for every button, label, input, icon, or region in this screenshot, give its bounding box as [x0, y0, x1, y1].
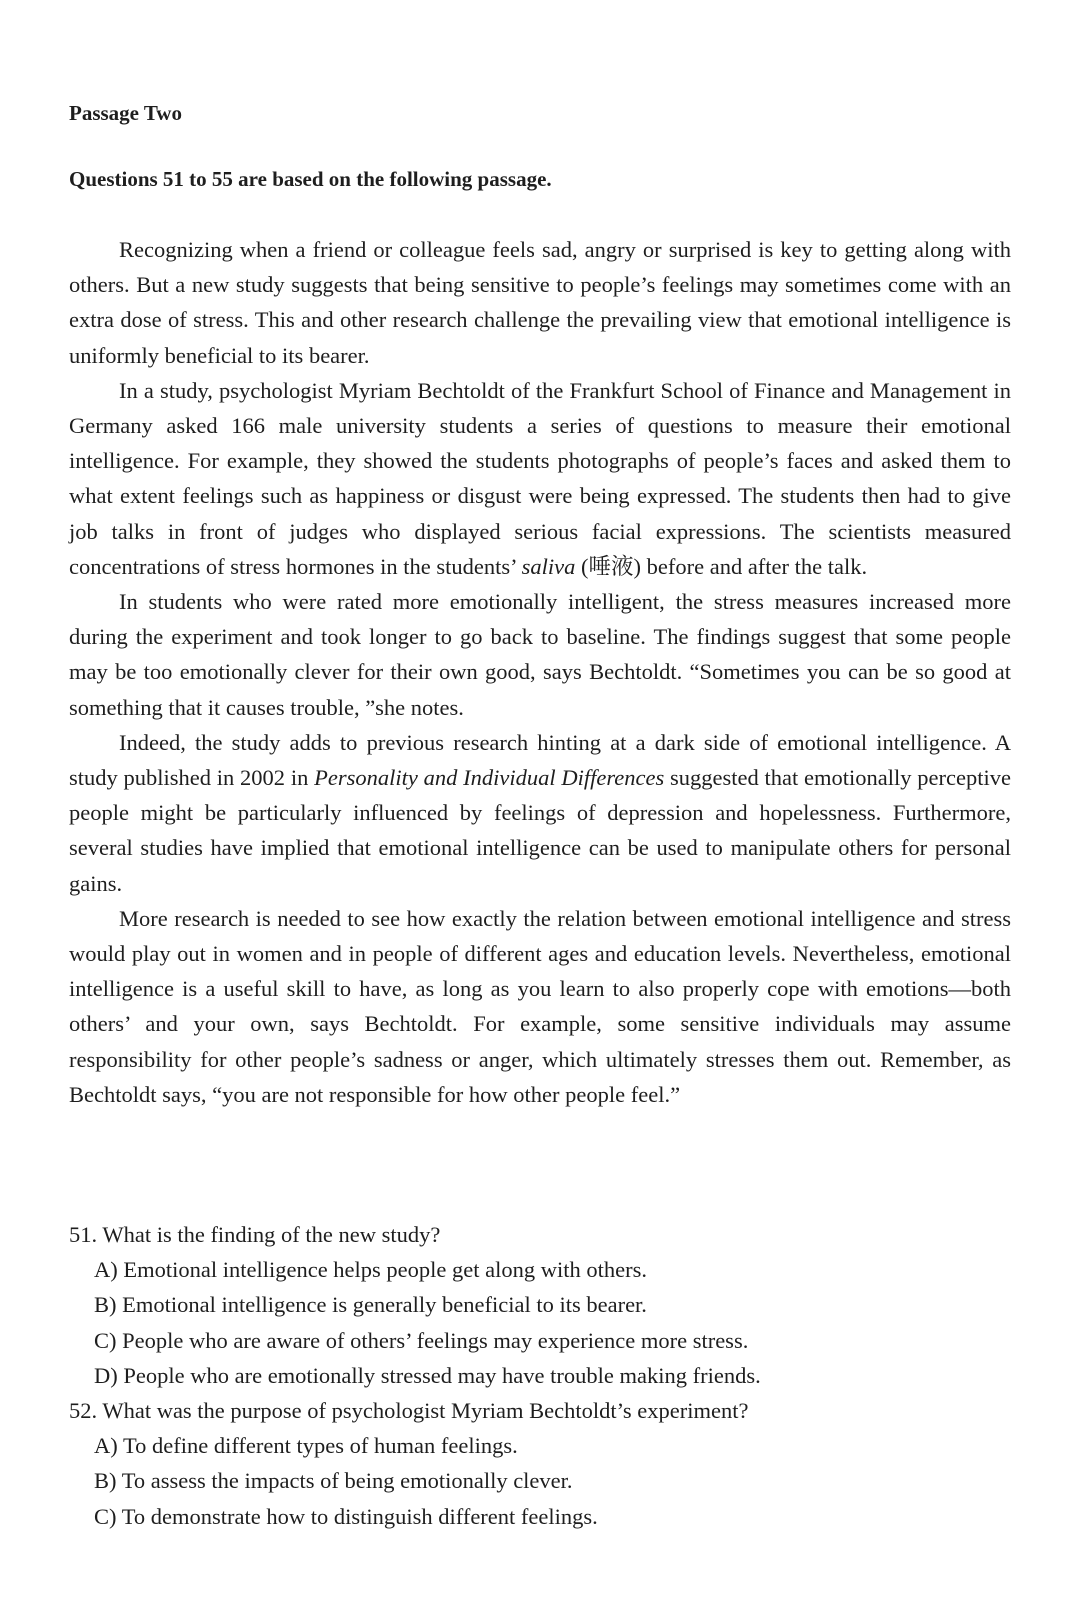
paragraph-2-tail: before and after the talk.	[641, 553, 868, 579]
paragraph-2-text: In a study, psychologist Myriam Bechtoldt of the Frankfurt School of Finance and Management in Germany asked 166 male university students a series of questions to measure their emotional intelligence. For example, they showed the students photographs of people’s faces and asked them to what extent feelings such as happiness or disgust were being expressed. The students then had to give job talks in front of judges who displayed serious facial expressions. The scientists measured concentrations of stress hormones in the students’	[69, 377, 1011, 579]
option-c[interactable]: C) People who are aware of others’ feelings may experience more stress.	[94, 1327, 749, 1353]
question-52	[69, 1393, 1011, 1534]
saliva-term: saliva	[521, 553, 576, 579]
paragraph-2	[69, 373, 1011, 584]
paragraph-4-after: suggested that emotionally perceptive people might be particularly influenced by feelings of depression and hopelessness. Furthermore, several studies have implied that emotional intelligence can be used to manipulate others for personal gains.	[69, 765, 1011, 896]
option-a[interactable]: A) Emotional intelligence helps people get along with others.	[94, 1257, 647, 1283]
question-51	[69, 1217, 1011, 1393]
option-d[interactable]: D) People who are emotionally stressed may have trouble making friends.	[94, 1362, 761, 1388]
paragraph-4	[69, 725, 1011, 901]
saliva-gloss: (唾液)	[575, 553, 641, 579]
paragraph-4-before: Indeed, the study adds to previous research hinting at a dark side of emotional intelligence. A study published in 2002 in	[69, 729, 1011, 791]
paragraph-3: In students who were rated more emotionally intelligent, the stress measures increased more during the experiment and took longer to go back to baseline. The findings suggest that some people may be too emotionally clever for their own good, says Bechtoldt. “Sometimes you can be so good at something that it causes trouble, ”she notes.	[69, 589, 1011, 720]
paragraph-1: Recognizing when a friend or colleague feels sad, angry or surprised is key to getting along with others. But a new study suggests that being sensitive to people’s feelings may sometimes come with an extra dose of stress. This and other research challenge the prevailing view that emotional intelligence is uniformly beneficial to its bearer.	[69, 237, 1011, 368]
question-stem: 51. What is the finding of the new study?	[69, 1222, 441, 1247]
option-b[interactable]: B) To assess the impacts of being emotionally clever.	[94, 1468, 573, 1494]
option-list	[69, 1252, 1011, 1393]
paragraph-5: More research is needed to see how exactly the relation between emotional intelligence and stress would play out in women and in people of different ages and education levels. Nevertheless, emotional intelligence is a useful skill to have, as long as you learn to also properly cope with emotions—both others’ and your own, says Bechtoldt. For example, some sensitive individuals may assume responsibility for other people’s sadness or anger, which ultimately stresses them out. Remember, as Bechtoldt says, “you are not responsible for how other people feel.”	[69, 905, 1011, 1107]
passage-heading: Passage Two	[69, 101, 182, 125]
journal-title: Personality and Individual Differences	[314, 765, 665, 791]
questions-instructions: Questions 51 to 55 are based on the following passage.	[69, 167, 552, 191]
question-stem: 52. What was the purpose of psychologist Myriam Bechtoldt’s experiment?	[69, 1398, 749, 1424]
option-b[interactable]: B) Emotional intelligence is generally beneficial to its bearer.	[94, 1292, 647, 1318]
option-c[interactable]: C) To demonstrate how to distinguish different feelings.	[94, 1503, 598, 1529]
questions-section	[69, 1217, 1011, 1534]
option-a[interactable]: A) To define different types of human feelings.	[94, 1433, 518, 1459]
passage-body	[69, 232, 1011, 1112]
option-list	[69, 1428, 1011, 1534]
